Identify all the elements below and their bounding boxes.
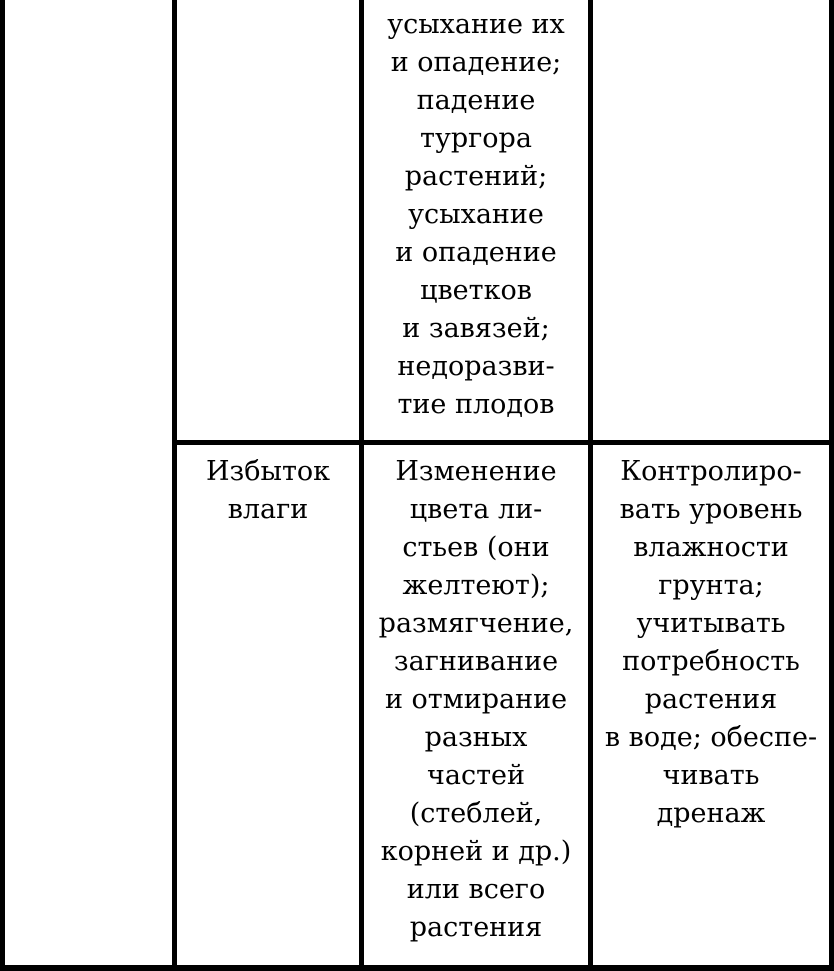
table-border-bottom [0, 965, 834, 971]
table-border-left [0, 0, 5, 971]
row2-condition-cell: Избыток влаги [205, 456, 331, 525]
table-border-right [829, 0, 834, 971]
row2-measures-cell: Контролиро- вать уровень влажности грунта; учитывать потребность растения в воде; обеспе- чивать дренаж [604, 456, 818, 829]
row2-symptoms-cell: Изменение цвета ли- стьев (они желтеют); размягчение, загнивание и отмирание разных частей (стеблей, корней и др.) или всего растения [378, 456, 574, 943]
row1-symptoms-cell: усыхание их и опадение; падение тургора растений; усыхание и опадение цветков и завязей; недоразви- тие плодов [387, 9, 565, 420]
table-row-divider [172, 440, 834, 445]
